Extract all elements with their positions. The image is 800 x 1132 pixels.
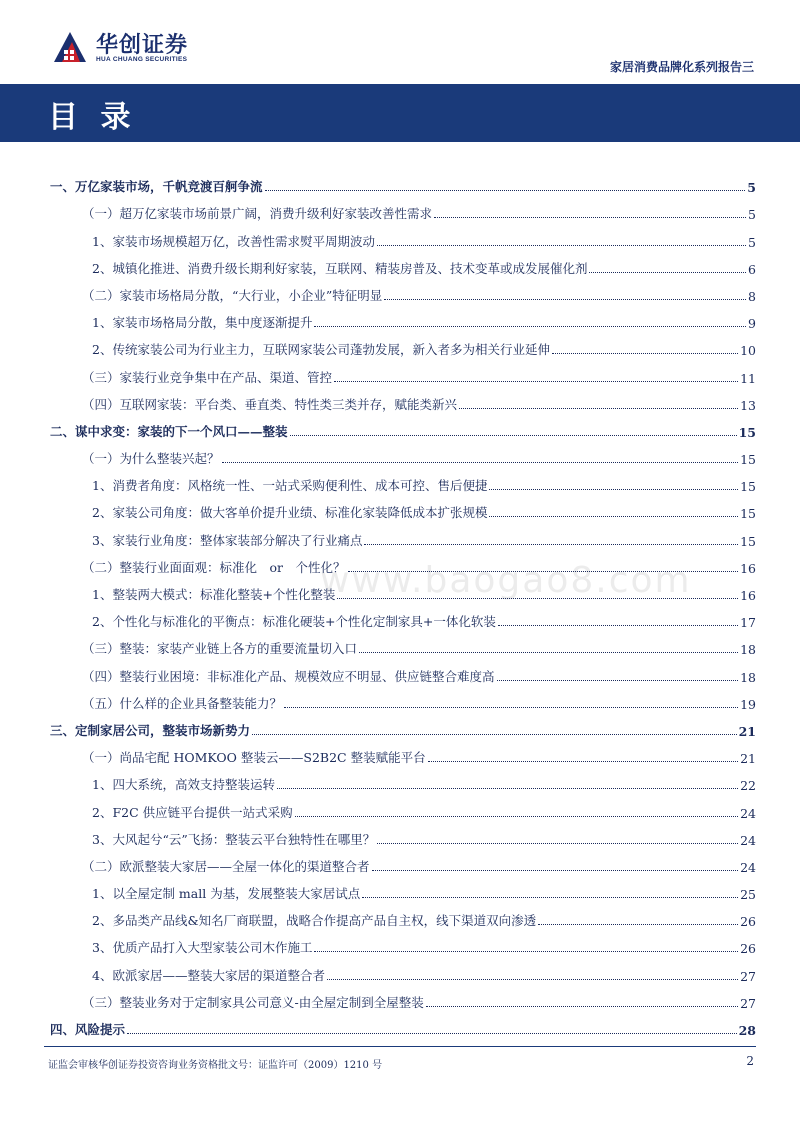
toc-entry-title: 四、风险提示: [50, 1022, 126, 1037]
toc-entry[interactable]: [50, 331, 756, 358]
toc-entry[interactable]: [50, 685, 756, 712]
toc-entry[interactable]: [50, 413, 756, 440]
toc-entry-title: （三）家装行业竞争集中在产品、渠道、管控: [82, 369, 333, 385]
toc-entry[interactable]: [50, 956, 756, 983]
toc-entry[interactable]: [50, 793, 756, 820]
footer-divider: [44, 1046, 756, 1047]
toc-entry-title: （五）什么样的企业具备整装能力？: [82, 695, 283, 711]
toc-entry-title: （一）尚品宅配 HOMKOO 整装云——S2B2C 整装赋能平台: [82, 750, 426, 766]
toc-entry[interactable]: [50, 521, 756, 548]
toc-dot-leader: [314, 951, 738, 952]
toc-dot-leader: [426, 1006, 738, 1007]
toc-entry[interactable]: [50, 168, 756, 195]
toc-entry-page: 26: [740, 941, 756, 957]
toc-entry[interactable]: [50, 821, 756, 848]
toc-entry[interactable]: [50, 875, 756, 902]
toc-entry[interactable]: [50, 304, 756, 331]
toc-entry-page: 24: [740, 859, 756, 875]
toc-entry-title: 2、个性化与标准化的平衡点：标准化硬装+个性化定制家具+一体化软装: [92, 614, 496, 630]
table-of-contents: [50, 168, 756, 1038]
logo-chinese-name: 华创证券: [96, 33, 189, 58]
toc-entry-page: 10: [740, 343, 756, 359]
toc-entry[interactable]: [50, 766, 756, 793]
toc-entry[interactable]: [50, 494, 756, 521]
toc-entry-title: （四）整装行业困境：非标准化产品、规模效应不明显、供应链整合难度高: [82, 668, 495, 684]
toc-entry-title: 2、F2C 供应链平台提供一站式采购: [92, 804, 293, 820]
toc-entry-page: 19: [740, 696, 756, 712]
toc-entry-page: 21: [740, 751, 756, 767]
toc-entry[interactable]: [50, 902, 756, 929]
toc-entry-title: （二）欧派整装大家居——全屋一体化的渠道整合者: [82, 858, 370, 874]
toc-dot-leader: [337, 598, 738, 599]
toc-entry-page: 25: [740, 887, 756, 903]
page-title: 目 录: [48, 100, 137, 135]
toc-dot-leader: [377, 843, 738, 844]
toc-entry-page: 18: [740, 669, 756, 685]
toc-entry-title: （二）整装行业面面观：标准化 or 个性化？: [82, 559, 346, 575]
toc-entry-page: 15: [738, 424, 756, 440]
toc-entry-page: 27: [740, 968, 756, 984]
toc-entry[interactable]: [50, 440, 756, 467]
section-banner: [0, 84, 800, 142]
toc-entry-page: 24: [740, 805, 756, 821]
toc-entry[interactable]: [50, 603, 756, 630]
toc-entry-page: 16: [740, 588, 756, 603]
toc-dot-leader: [497, 680, 739, 681]
toc-entry[interactable]: [50, 739, 756, 766]
toc-entry[interactable]: [50, 549, 756, 576]
toc-entry-title: 1、四大系统，高效支持整装运转: [92, 777, 275, 793]
toc-entry-title: 2、多品类产品线&知名厂商联盟，战略合作提高产品自主权，线下渠道双向渗透: [92, 913, 537, 929]
toc-entry-title: 1、家装市场规模超万亿，改善性需求熨平周期波动: [92, 233, 375, 249]
watermark: www.baogao8.com: [320, 560, 692, 601]
toc-entry-title: 2、城镇化推进、消费升级长期利好家装，互联网、精装房普及、技术变革或成发展催化剂: [92, 260, 588, 276]
toc-entry-title: （一）为什么整装兴起？: [82, 451, 220, 467]
toc-entry-page: 21: [738, 723, 756, 739]
logo-english-name: HUA CHUANG SECURITIES: [96, 56, 188, 63]
toc-entry[interactable]: [50, 1011, 756, 1038]
toc-entry-page: 8: [748, 288, 756, 304]
toc-dot-leader: [589, 272, 746, 273]
toc-dot-leader: [498, 625, 738, 626]
toc-entry-page: 13: [740, 397, 756, 413]
toc-entry-page: 5: [748, 207, 756, 223]
toc-entry-title: 4、欧派家居——整装大家居的渠道整合者: [92, 967, 325, 983]
toc-entry-title: 1、整装两大模式：标准化整装+个性化整装: [92, 587, 336, 602]
toc-entry[interactable]: [50, 250, 756, 277]
toc-dot-leader: [284, 707, 738, 708]
toc-entry-title: 1、以全屋定制 mall 为基，发展整装大家居试点: [92, 886, 361, 902]
toc-entry[interactable]: [50, 630, 756, 657]
toc-entry[interactable]: [50, 358, 756, 385]
toc-entry[interactable]: [50, 984, 756, 1011]
toc-dot-leader: [348, 571, 739, 572]
toc-dot-leader: [489, 489, 738, 490]
toc-entry-page: 6: [748, 261, 756, 277]
toc-entry-title: 2、家装公司角度：做大客单价提升业绩、标准化家装降低成本扩张规模: [92, 505, 488, 521]
page-header: [0, 0, 800, 84]
toc-entry-title: 3、优质产品打入大型家装公司木作施工: [92, 940, 313, 956]
toc-entry[interactable]: [50, 712, 756, 739]
toc-entry-page: 15: [740, 479, 756, 495]
toc-entry[interactable]: [50, 222, 756, 249]
toc-entry-page: 17: [740, 615, 756, 631]
toc-entry-page: 9: [748, 316, 756, 332]
toc-entry-page: 5: [748, 234, 756, 250]
toc-dot-leader: [364, 544, 738, 545]
page-number: 2: [746, 1054, 754, 1068]
toc-entry[interactable]: [50, 277, 756, 304]
toc-entry-title: （二）家装市场格局分散，“大行业，小企业”特征明显: [82, 287, 383, 303]
toc-entry[interactable]: [50, 929, 756, 956]
toc-entry-title: （一）超万亿家装市场前景广阔，消费升级利好家装改善性需求: [82, 206, 433, 222]
toc-entry-page: 11: [740, 370, 756, 386]
toc-dot-leader: [372, 870, 739, 871]
toc-dot-leader: [489, 516, 738, 517]
toc-dot-leader: [252, 734, 737, 735]
toc-entry-title: 二、谋中求变：家装的下一个风口——整装: [50, 423, 288, 439]
toc-dot-leader: [265, 190, 746, 191]
toc-dot-leader: [428, 761, 739, 762]
report-series-title: 家居消费品牌化系列报告三: [609, 60, 754, 74]
toc-entry[interactable]: [50, 467, 756, 494]
toc-entry-title: 3、大风起兮“云”飞扬：整装云平台独特性在哪里？: [92, 831, 376, 847]
toc-entry-page: 18: [740, 642, 756, 658]
toc-entry-page: 27: [740, 995, 756, 1011]
toc-entry-page: 26: [740, 914, 756, 930]
toc-dot-leader: [459, 408, 738, 409]
toc-dot-leader: [384, 299, 746, 300]
toc-entry[interactable]: [50, 576, 756, 603]
toc-dot-leader: [327, 979, 738, 980]
toc-entry-page: 15: [740, 452, 756, 468]
toc-entry-title: 3、家装行业角度：整体家装部分解决了行业痛点: [92, 532, 363, 548]
toc-dot-leader: [334, 381, 738, 382]
toc-entry-title: 2、传统家装公司为行业主力，互联网家装公司蓬勃发展，新入者多为相关行业延伸: [92, 342, 550, 358]
toc-entry-title: 一、万亿家装市场，千帆竞渡百舸争流: [50, 179, 263, 195]
toc-dot-leader: [434, 217, 746, 218]
toc-entry-page: 15: [740, 506, 756, 522]
toc-entry-page: 16: [740, 560, 756, 576]
footer-license-text: 证监会审核华创证券投资咨询业务资格批文号：证监许可（2009）1210 号: [48, 1060, 383, 1071]
toc-dot-leader: [127, 1033, 737, 1034]
toc-entry[interactable]: [50, 195, 756, 222]
toc-dot-leader: [277, 788, 738, 789]
toc-entry-page: 15: [740, 533, 756, 549]
toc-dot-leader: [359, 652, 738, 653]
toc-entry-page: 5: [747, 180, 756, 196]
toc-entry-page: 28: [738, 1023, 756, 1038]
toc-dot-leader: [377, 245, 746, 246]
toc-entry[interactable]: [50, 848, 756, 875]
toc-entry-title: （三）整装业务对于定制家具公司意义-由全屋定制到全屋整装: [82, 994, 424, 1010]
toc-dot-leader: [552, 353, 738, 354]
toc-dot-leader: [290, 435, 737, 436]
toc-dot-leader: [362, 897, 738, 898]
toc-entry-title: （四）互联网家装：平台类、垂直类、特性类三类并存，赋能类新兴: [82, 396, 458, 412]
toc-entry-page: 24: [740, 832, 756, 848]
toc-entry-title: 三、定制家居公司，整装市场新势力: [50, 722, 251, 738]
toc-entry-title: （三）整装：家装产业链上各方的重要流量切入口: [82, 641, 358, 657]
toc-dot-leader: [538, 924, 738, 925]
toc-dot-leader: [222, 462, 739, 463]
toc-entry[interactable]: [50, 386, 756, 413]
toc-entry[interactable]: [50, 657, 756, 684]
toc-entry-title: 1、家装市场格局分散，集中度逐渐提升: [92, 315, 313, 331]
huachuang-logo-icon: [50, 26, 90, 66]
toc-dot-leader: [295, 816, 738, 817]
toc-entry-title: 1、消费者角度：风格统一性、一站式采购便利性、成本可控、售后便捷: [92, 478, 488, 494]
toc-dot-leader: [314, 326, 746, 327]
toc-entry-page: 22: [740, 778, 756, 794]
